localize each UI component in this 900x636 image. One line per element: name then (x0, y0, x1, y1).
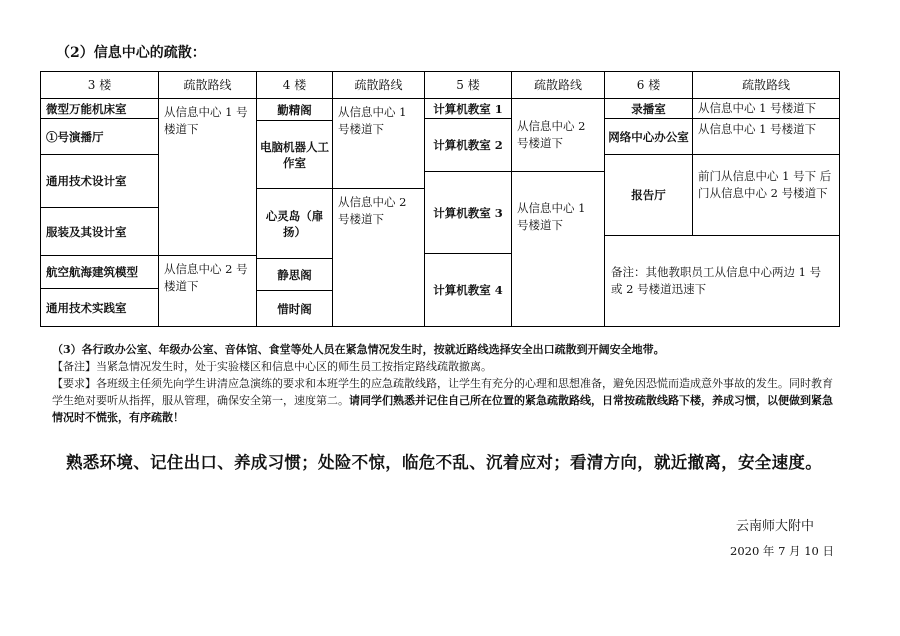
signature-date: 2020 年 7 月 10 日 (730, 544, 834, 558)
floor5-route: 从信息中心 2 号楼道下 (512, 99, 605, 172)
floor6-route: 前门从信息中心 1 号下 后门从信息中心 2 号楼道下 (693, 155, 839, 236)
floor3-room: 航空航海建筑模型 (41, 256, 159, 289)
floor5-route: 从信息中心 1 号楼道下 (512, 172, 605, 326)
note-requirement-text: 【要求】各班级主任须先向学生讲清应急演练的要求和本班学生的应急疏散线路，让学生有充分的心理和思想准备，避免因恐慌而造成意外事故的发生。同时教育学生绝对要听从指挥，服从管理，确保安全第一，速度第二。 (52, 377, 833, 407)
floor5-room: 计算机教室 2 (425, 119, 512, 172)
header-floor3: 3 楼 (41, 72, 159, 99)
floor3-route: 从信息中心 2 号楼道下 (159, 256, 257, 326)
floor6-room: 录播室 (605, 99, 693, 119)
floor3-room: 微型万能机床室 (41, 99, 159, 119)
floor6-room: 网络中心办公室 (605, 119, 693, 155)
floor5-room: 计算机教室 4 (425, 254, 512, 326)
header-route5: 疏散路线 (512, 72, 605, 99)
header-floor5: 5 楼 (425, 72, 512, 99)
floor6-route: 从信息中心 1 号楼道下 (693, 119, 839, 155)
note-requirement (52, 375, 842, 426)
note-remark: 【备注】当紧急情况发生时，处于实验楼区和信息中心区的师生员工按指定路线疏散撤离。 (52, 360, 492, 373)
floor4-route: 从信息中心 2 号楼道下 (333, 189, 425, 326)
floor6-route: 从信息中心 1 号楼道下 (693, 99, 839, 119)
floor3-route: 从信息中心 1 号楼道下 (159, 99, 257, 256)
floor6-room: 报告厅 (605, 155, 693, 236)
floor4-room: 静思阁 (257, 259, 333, 291)
floor5-room: 计算机教室 3 (425, 172, 512, 254)
note-requirement-emphasis: 请同学们熟悉并记住自己所在位置的紧急疏散路线，日常按疏散线路下楼，养成习惯，以便做到紧急情况时不慌张，有序疏散！ (52, 394, 833, 424)
notes-block (52, 341, 842, 426)
floor3-room: 服装及其设计室 (41, 208, 159, 256)
safety-slogan: 熟悉环境、记住出口、养成习惯；处险不惊，临危不乱、沉着应对；看清方向，就近撤离，安全速度。 (66, 453, 822, 472)
floor3-room: 通用技术实践室 (41, 289, 159, 326)
floor6-remark: 备注：其他教职员工从信息中心两边 1 号或 2 号楼道迅速下 (611, 265, 822, 296)
floor4-route: 从信息中心 1 号楼道下 (333, 99, 425, 189)
section-title: （2）信息中心的疏散： (56, 45, 206, 61)
note-item3: （3）各行政办公室、年级办公室、音体馆、食堂等处人员在紧急情况发生时，按就近路线选择安全出口疏散到开阔安全地带。 (52, 343, 665, 356)
signature-school: 云南师大附中 (736, 519, 815, 534)
header-route3: 疏散路线 (159, 72, 257, 99)
header-route6: 疏散路线 (693, 72, 839, 99)
floor3-room: ①号演播厅 (41, 119, 159, 155)
header-route4: 疏散路线 (333, 72, 425, 99)
floor4-room: 惜时阁 (257, 291, 333, 326)
floor5-room: 计算机教室 1 (425, 99, 512, 119)
floor3-room: 通用技术设计室 (41, 155, 159, 208)
floor4-room: 电脑机器人工作室 (257, 121, 333, 189)
floor4-room: 勤精阁 (257, 99, 333, 121)
evacuation-table (40, 71, 840, 327)
header-floor4: 4 楼 (257, 72, 333, 99)
floor4-room: 心灵岛（扉扬） (257, 189, 333, 259)
header-floor6: 6 楼 (605, 72, 693, 99)
